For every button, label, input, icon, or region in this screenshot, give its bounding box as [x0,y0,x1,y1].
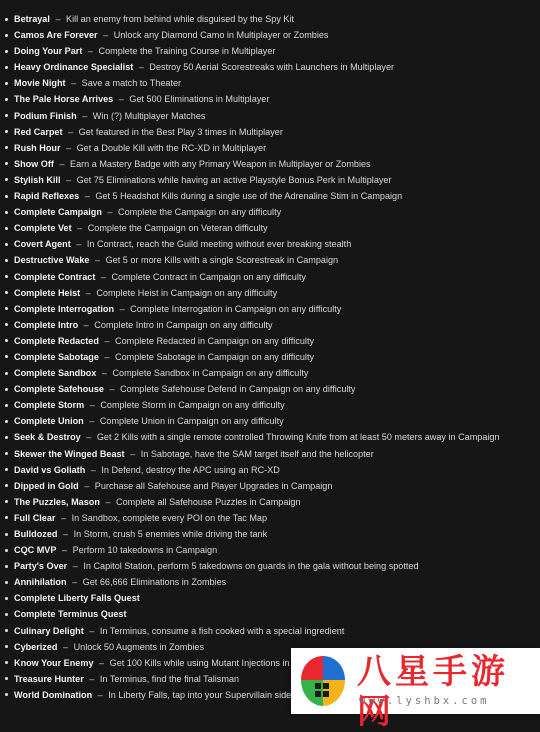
achievement-desc: In Liberty Falls, tap into your Supervillain side [108,689,292,700]
achievement-desc: Complete Interrogation in Campaign on any difficulty [130,303,342,314]
achievement-name: Complete Contract [14,271,96,282]
bullet-icon [5,468,8,471]
separator: – [109,384,115,395]
separator: – [76,239,82,250]
bullet-icon [5,307,8,310]
separator: – [63,641,69,652]
achievement-name: Skewer the Winged Beast [14,448,125,459]
achievement-name: Movie Night [14,78,66,89]
achievement-desc: Complete Contract in Campaign on any difficulty [111,271,306,282]
achievement-name: Treasure Hunter [14,673,84,684]
achievement-name: CQC MVP [14,545,57,556]
achievement-item [5,204,535,220]
achievement-name: Show Off [14,158,54,169]
achievement-desc: Complete Redacted in Campaign on any difficulty [115,335,315,346]
bullet-icon [5,693,8,696]
achievement-name: Party's Over [14,561,68,572]
separator: – [72,561,78,572]
bullet-icon [5,645,8,648]
achievement-name: Culinary Delight [14,625,84,636]
bullet-icon [5,195,8,198]
separator: – [89,673,95,684]
achievement-desc: Complete Sandbox in Campaign on any difficulty [112,368,309,379]
achievement-name: Covert Agent [14,239,71,250]
achievement-desc: In Sabotage, have the SAM target itself and the helicopter [140,448,374,459]
separator: – [55,14,61,24]
achievement-item [5,140,535,156]
achievement-desc: In Storm, crush 5 enemies while driving the tank [73,529,268,539]
bullet-icon [5,227,8,230]
achievement-desc: Kill an enemy from behind while disguised by the Spy Kit [66,14,295,24]
achievement-item [5,285,535,301]
achievement-name: Bulldozed [14,529,58,539]
achievement-item [5,381,535,397]
achievement-item [5,446,535,462]
achievement-name: Complete Sabotage [14,351,99,362]
separator: – [71,78,77,89]
brand-logo-icon [295,652,351,710]
achievement-name: Complete Redacted [14,335,99,346]
achievement-item [5,574,535,590]
bullet-icon [5,597,8,600]
achievement-item [5,156,535,172]
achievement-name: Complete Vet [14,223,72,234]
bullet-icon [5,677,8,680]
achievement-item [5,43,535,59]
achievement-desc: Win (?) Multiplayer Matches [92,110,206,121]
achievement-name: Camos Are Forever [14,30,98,41]
separator: – [82,110,88,121]
bullet-icon [5,500,8,503]
bullet-icon [5,211,8,214]
achievement-item [5,429,535,445]
achievement-desc: Get 75 Eliminations while having an active Playstyle Bonus Perk in Multiplayer [76,174,392,185]
separator: – [83,319,89,330]
achievement-name: The Pale Horse Arrives [14,94,114,105]
achievement-desc: Get 500 Eliminations in Multiplayer [129,94,270,105]
achievement-item [5,462,535,478]
bullet-icon [5,452,8,455]
achievement-name: Heavy Ordinance Specialist [14,62,134,73]
site-watermark [291,648,540,732]
achievement-desc: In Capitol Station, perform 5 takedowns on guards in the gala without being spotted [83,561,419,572]
achievement-desc: In Contract, reach the Guild meeting without ever breaking stealth [86,239,352,250]
bullet-icon [5,243,8,246]
separator: – [84,191,90,202]
achievement-desc: Unlock any Diamond Camo in Multiplayer or Zombies [113,30,329,41]
bullet-icon [5,18,8,21]
achievement-name: Cyberized [14,641,58,652]
achievement-item [5,478,535,494]
separator: – [66,174,72,185]
achievement-name: Complete Sandbox [14,368,97,379]
achievement-item [5,558,535,574]
bullet-icon [5,146,8,149]
achievement-name: Doing Your Part [14,46,83,57]
achievement-name: Dipped in Gold [14,480,79,491]
achievement-desc: Earn a Mastery Badge with any Primary Weapon in Multiplayer or Zombies [70,158,371,169]
achievement-name: Complete Union [14,416,84,427]
achievement-desc: Perform 10 takedowns in Campaign [72,545,218,556]
separator: – [104,335,110,346]
achievement-name: Complete Campaign [14,207,102,218]
achievement-desc: Get a Double Kill with the RC-XD in Multiplayer [76,142,267,153]
separator: – [89,625,95,636]
bullet-icon [5,98,8,101]
bullet-icon [5,66,8,69]
achievement-item [5,542,535,558]
bullet-icon [5,114,8,117]
achievement-desc: In Terminus, consume a fish cooked with a special ingredient [99,625,345,636]
separator: – [107,207,113,218]
bullet-icon [5,162,8,165]
achievement-name: David vs Goliath [14,464,86,475]
achievement-desc: Complete Sabotage in Campaign on any difficulty [115,351,315,362]
bullet-icon [5,82,8,85]
achievement-desc: In Terminus, find the final Talisman [99,673,240,684]
achievement-desc: Get 2 Kills with a single remote controlled Throwing Knife from at least 50 meters away in Campaign [96,432,500,443]
achievement-item [5,349,535,365]
bullet-icon [5,355,8,358]
achievement-item [5,269,535,285]
achievement-desc: Unlock 50 Augments in Zombies [73,641,205,652]
achievement-item [5,301,535,317]
achievement-name: Complete Interrogation [14,303,115,314]
achievement-item [5,75,535,91]
bullet-icon [5,420,8,423]
achievement-item [5,623,535,639]
separator: – [104,351,110,362]
bullet-icon [5,629,8,632]
bullet-icon [5,372,8,375]
bullet-icon [5,259,8,262]
achievement-name: Complete Liberty Falls Quest [14,593,140,604]
bullet-icon [5,275,8,278]
watermark-url: www.lyshbx.com [359,695,490,707]
achievement-item [5,27,535,43]
separator: – [103,30,109,41]
bullet-icon [5,291,8,294]
achievement-desc: Complete Storm in Campaign on any difficulty [100,400,285,411]
separator: – [101,368,107,379]
achievement-item [5,91,535,107]
achievement-desc: Get 5 or more Kills with a single Scorestreak in Campaign [105,255,339,266]
achievement-name: Rush Hour [14,142,61,153]
achievement-name: World Domination [14,689,93,700]
bullet-icon [5,565,8,568]
separator: – [85,287,91,298]
bullet-icon [5,581,8,584]
separator: – [97,689,103,700]
achievement-name: Podium Finish [14,110,77,121]
achievement-name: Red Carpet [14,126,63,137]
achievement-name: Complete Storm [14,400,85,411]
achievement-name: Stylish Kill [14,174,61,185]
achievement-name: Betrayal [14,14,50,24]
separator: – [66,142,72,153]
achievement-item [5,59,535,75]
separator: – [90,464,96,475]
achievement-name: Annihilation [14,577,67,588]
achievement-desc: Complete Safehouse Defend in Campaign on any difficulty [120,384,356,395]
achievement-desc: Destroy 50 Aerial Scorestreaks with Launchers in Multiplayer [149,62,395,73]
achievement-name: Complete Intro [14,319,79,330]
achievement-name: Complete Safehouse [14,384,104,395]
bullet-icon [5,178,8,181]
achievement-desc: Complete the Campaign on Veteran difficulty [87,223,268,234]
achievement-name: Full Clear [14,512,56,523]
separator: – [138,62,144,73]
bullet-icon [5,34,8,37]
achievement-item [5,606,535,622]
bullet-icon [5,388,8,391]
bullet-icon [5,613,8,616]
separator: – [61,545,68,556]
separator: – [59,158,65,169]
achievement-item [5,220,535,236]
achievement-desc: Complete Intro in Campaign on any difficulty [94,319,273,330]
achievement-item [5,11,535,27]
watermark-brand: 八星手游网 [357,652,509,732]
bullet-icon [5,339,8,342]
separator: – [72,577,78,588]
achievement-item [5,172,535,188]
achievement-desc: Purchase all Safehouse and Player Upgrades in Campaign [94,480,333,491]
achievement-list [5,11,535,703]
achievement-name: Destructive Wake [14,255,90,266]
achievement-item [5,365,535,381]
bullet-icon [5,661,8,664]
separator: – [95,255,101,266]
achievement-name: Seek & Destroy [14,432,81,443]
achievement-desc: Get 5 Headshot Kills during a single use of the Adrenaline Stim in Campaign [95,191,403,202]
separator: – [86,432,92,443]
achievement-item [5,397,535,413]
achievement-desc: Complete all Safehouse Puzzles in Campaign [116,496,301,507]
achievement-item [5,333,535,349]
achievement-desc: Get 66,666 Eliminations in Zombies [82,577,227,588]
separator: – [105,496,111,507]
achievement-name: Know Your Enemy [14,657,94,668]
achievement-desc: Get featured in the Best Play 3 times in Multiplayer [78,126,283,137]
achievement-item [5,317,535,333]
bullet-icon [5,516,8,519]
separator: – [84,480,90,491]
achievement-name: Rapid Reflexes [14,191,80,202]
achievement-item [5,510,535,526]
achievement-name: Complete Terminus Quest [14,609,127,620]
separator: – [130,448,136,459]
separator: – [60,512,67,523]
separator: – [89,400,95,411]
achievement-item [5,236,535,252]
bullet-icon [5,130,8,133]
achievement-desc: In Sandbox, complete every POI on the Tac Map [71,512,268,523]
bullet-icon [5,323,8,326]
achievement-desc: Complete the Campaign on any difficulty [118,207,282,218]
separator: – [100,271,106,282]
bullet-icon [5,50,8,53]
separator: – [62,529,69,539]
achievement-desc: Complete the Training Course in Multiplayer [98,46,276,57]
achievement-item [5,526,535,542]
achievement-item [5,108,535,124]
separator: – [99,657,105,668]
achievement-item [5,188,535,204]
achievement-desc: Get 100 Kills while using Mutant Injections in [109,657,290,668]
achievement-item [5,124,535,140]
achievement-desc: Save a match to Theater [81,78,182,89]
bullet-icon [5,533,8,536]
separator: – [87,46,93,57]
achievement-item [5,252,535,268]
separator: – [68,126,74,137]
achievement-item [5,494,535,510]
achievement-name: The Puzzles, Mason [14,496,100,507]
bullet-icon [5,436,8,439]
achievement-item [5,590,535,606]
achievement-desc: Complete Heist in Campaign on any difficulty [96,287,278,298]
achievement-name: Complete Heist [14,287,81,298]
bullet-icon [5,484,8,487]
bullet-icon [5,549,8,552]
separator: – [118,94,124,105]
achievement-desc: Complete Union in Campaign on any difficulty [99,416,284,427]
bullet-icon [5,404,8,407]
separator: – [89,416,95,427]
achievement-desc: In Defend, destroy the APC using an RC-XD [101,464,280,475]
separator: – [77,223,83,234]
separator: – [119,303,125,314]
achievement-item [5,413,535,429]
